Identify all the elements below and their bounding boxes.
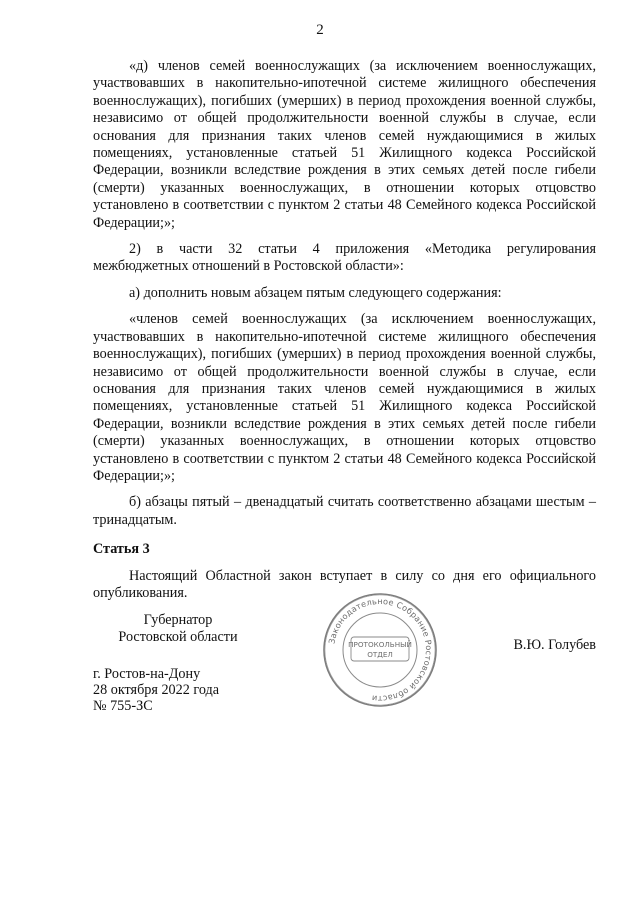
document-body — [93, 58, 596, 602]
paragraph-new-fifth-abzac: «членов семей военнослужащих (за исключением военнослужащих, участвовавших в накопительно-ипотечной системе жилищного обеспечения военнослужащих), погибших (умерших) в период прохождения военной службы, независимо от общей продолжительности военной службы в случае, если основания для признания таких членов семей нуждающимися в жилых помещениях, установленные статьей 51 Жилищного кодекса Российской Федерации, возникли вследствие рождения в этих семьях детей после гибели (смерти) указанных военнослужащих, в отношении которых отцовство установлено в соответствии с пунктом 2 статьи 48 Семейного кодекса Российской Федерации;»; — [93, 311, 596, 484]
page-number: 2 — [316, 22, 324, 38]
city: г. Ростов-на-Дону — [93, 666, 201, 682]
paragraph-item-a: а) дополнить новым абзацем пятым следующего содержания: — [129, 284, 502, 301]
paragraph-d-amendment: «д) членов семей военнослужащих (за исключением военнослужащих, участвовавших в накопительно-ипотечной системе жилищного обеспечения военнослужащих), погибших (умерших) в период прохождения военной службы, независимо от общей продолжительности военной службы в случае, если основания для признания таких членов семей нуждающимися в жилых помещениях, установленные статьей 51 Жилищного кодекса Российской Федерации, возникли вследствие рождения в этих семьях детей после гибели (смерти) указанных военнослужащих, в отношении которых отцовство установлено в соответствии с пунктом 2 статьи 48 Семейного кодекса Российской Федерации;»; — [93, 58, 596, 231]
governor-title-line-2: Ростовской области — [118, 629, 238, 646]
article-3-text: Настоящий Областной закон вступает в силу со дня его официального опубликования. — [93, 567, 596, 601]
governor-name: В.Ю. Голубев — [513, 637, 596, 653]
stamp-center-line-1: ПРОТОКОЛЬНЫЙ — [348, 640, 412, 649]
stamp-ring-text: Законодательное Собрание Ростовской области — [326, 595, 435, 705]
place-date-number — [93, 666, 219, 714]
governor-title-line-1: Губернатор — [143, 612, 213, 628]
paragraph-item-b: б) абзацы пятый – двенадцатый считать соответственно абзацами шестым – тринадцатым. — [93, 494, 596, 528]
paragraph-item-2: 2) в части 32 статьи 4 приложения «Методика регулирования межбюджетных отношений в Ростовской области»: — [93, 241, 596, 275]
governor-title — [103, 612, 253, 647]
stamp-center-line-2: ОТДЕЛ — [367, 650, 393, 659]
law-date: 28 октября 2022 года — [93, 682, 220, 698]
article-3-title: Статья 3 — [93, 541, 150, 558]
law-number: № 755-ЗС — [93, 698, 153, 714]
official-stamp — [321, 591, 439, 709]
